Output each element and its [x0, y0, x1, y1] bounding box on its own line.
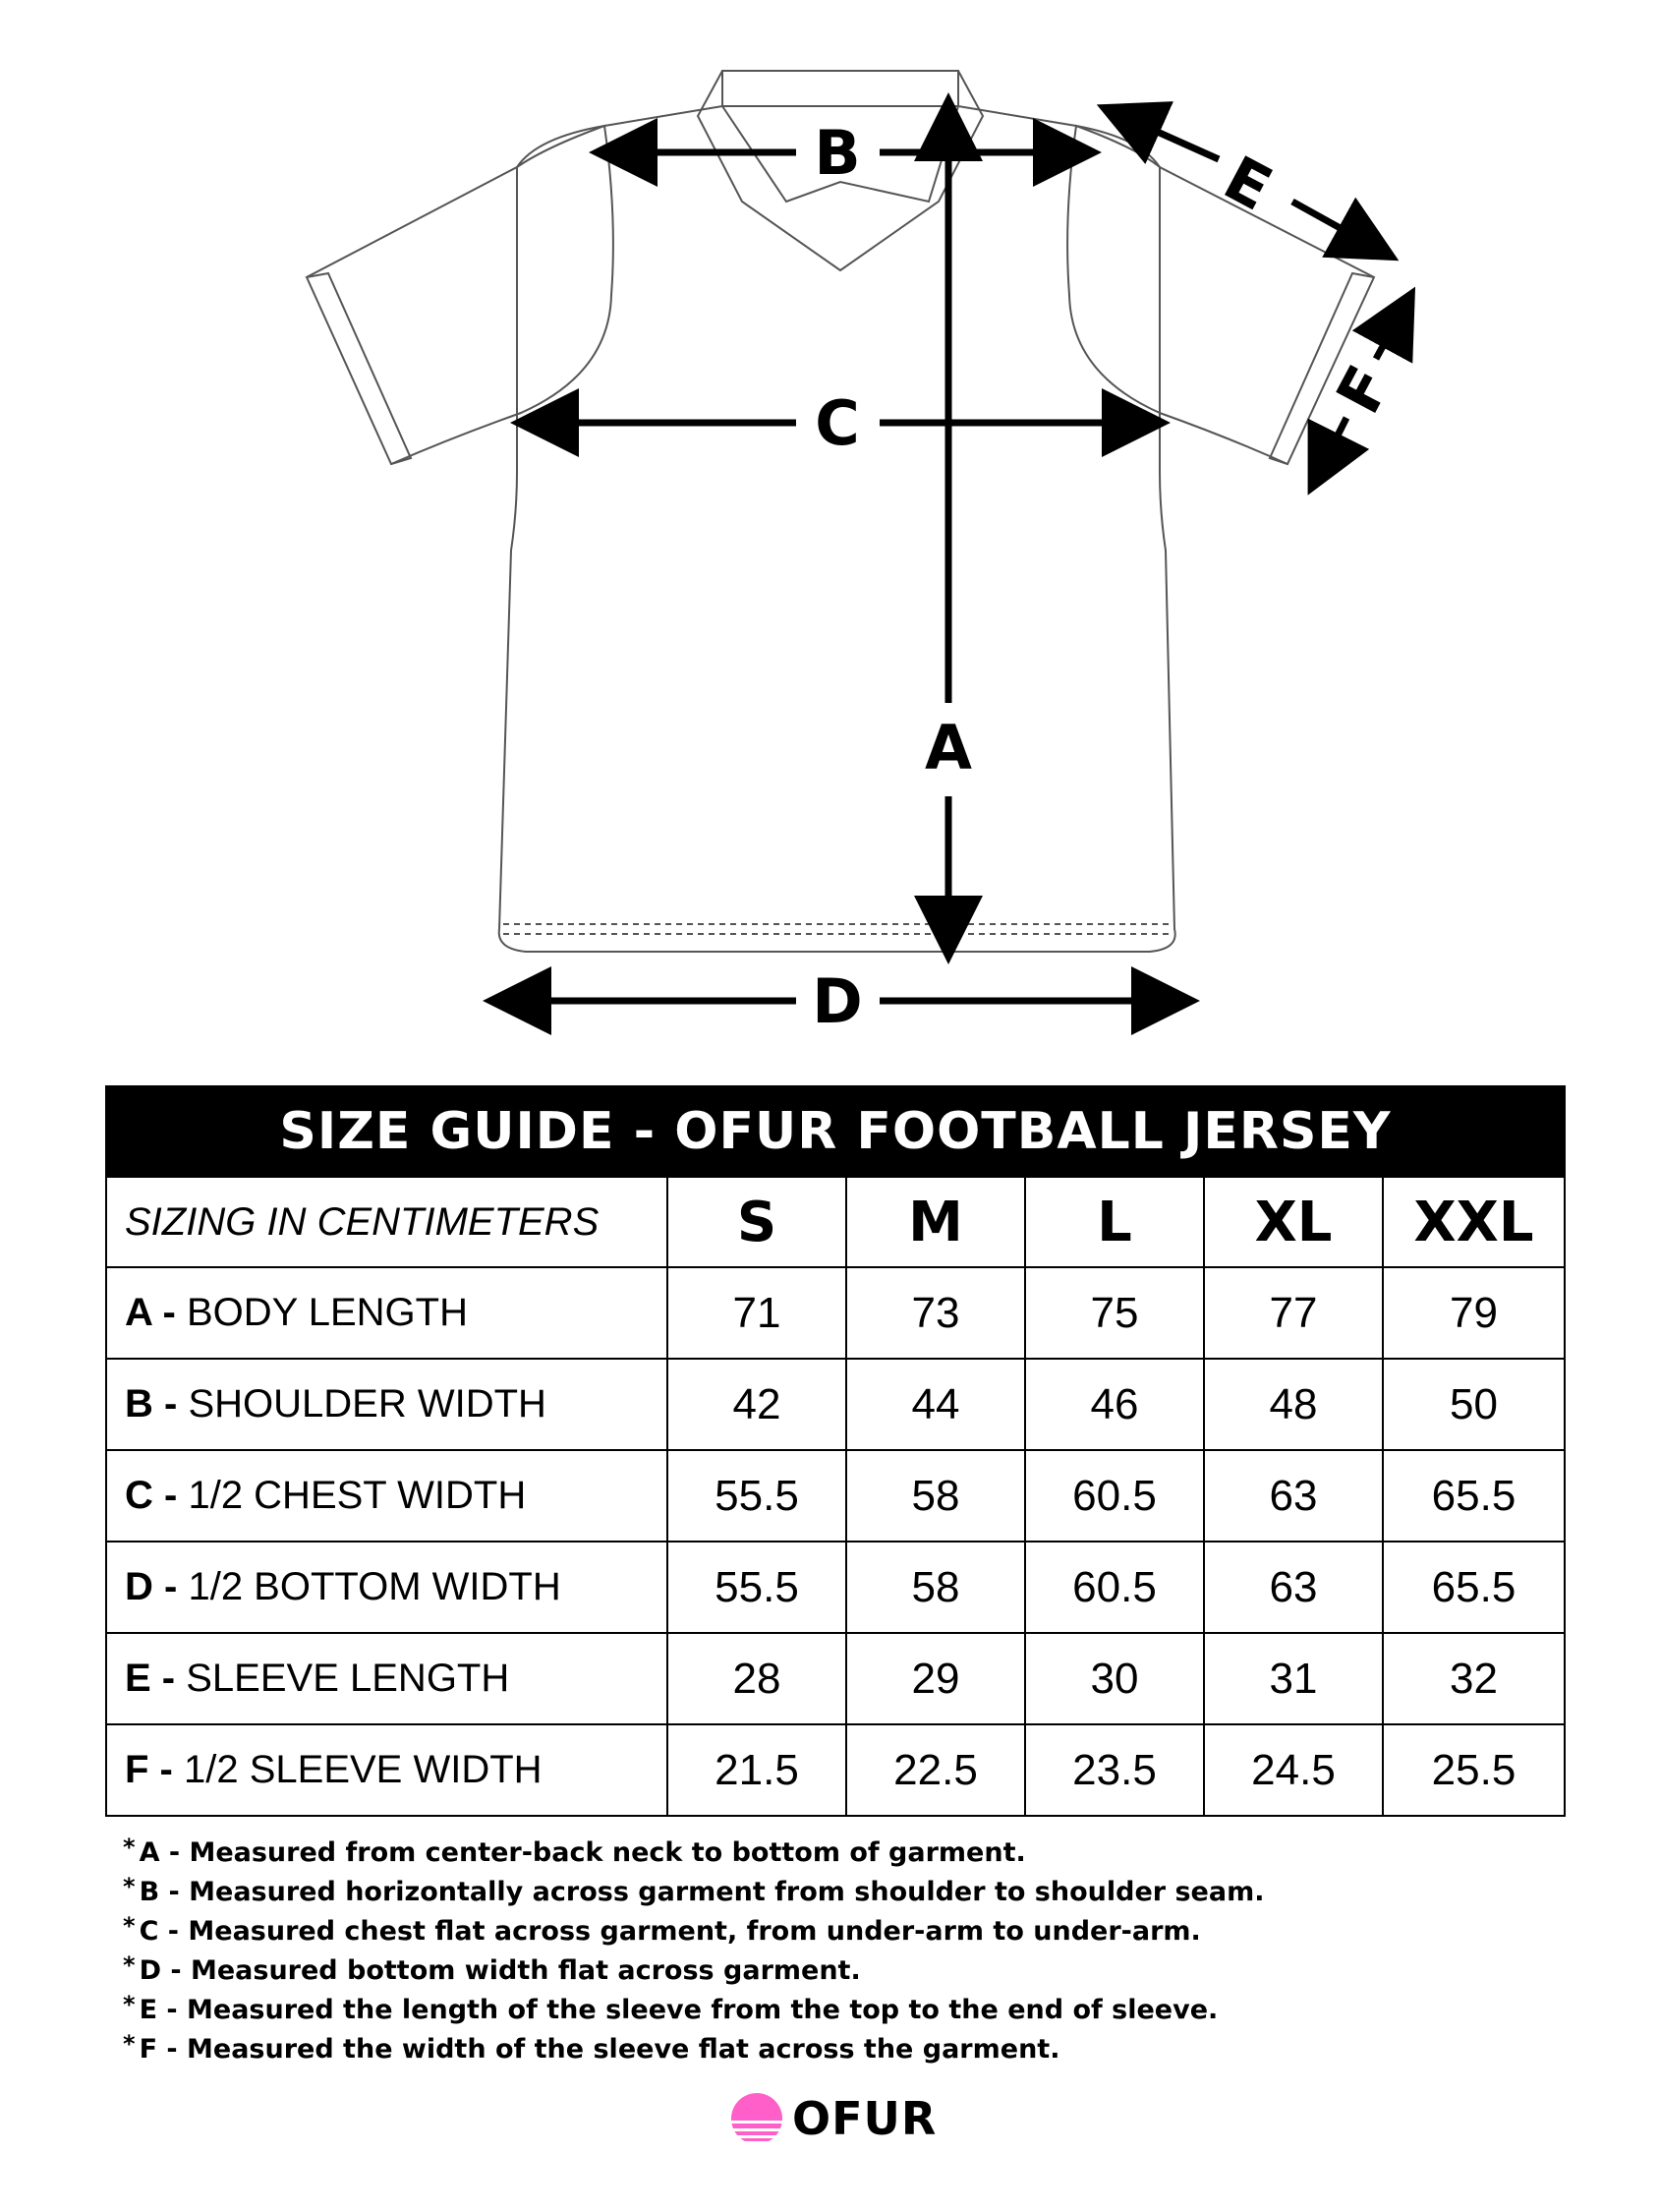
- row-key: D -: [125, 1565, 178, 1608]
- row-label: [106, 1267, 667, 1359]
- table-cell: 23.5: [1025, 1724, 1204, 1816]
- table-cell: 32: [1383, 1633, 1565, 1724]
- size-header-xxl: XXL: [1383, 1177, 1565, 1267]
- brand-logo: [729, 2089, 937, 2148]
- measurement-labels: [812, 117, 1404, 1037]
- note-item: [123, 1949, 1499, 1988]
- table-cell: 63: [1204, 1450, 1383, 1542]
- table-row: [106, 1724, 1565, 1816]
- table-cell: 65.5: [1383, 1450, 1565, 1542]
- units-label: SIZING IN CENTIMETERS: [106, 1177, 667, 1267]
- table-row: [106, 1633, 1565, 1724]
- note-star: *: [123, 1834, 136, 1861]
- row-label-text: SHOULDER WIDTH: [188, 1382, 546, 1426]
- measurement-notes: [123, 1831, 1499, 2066]
- note-star: *: [123, 2030, 136, 2058]
- table-cell: 55.5: [667, 1542, 846, 1633]
- note-star: *: [123, 1873, 136, 1900]
- brand-name: OFUR: [792, 2092, 938, 2145]
- right-sleeve-outline: [1067, 126, 1374, 464]
- size-header-s: S: [667, 1177, 846, 1267]
- arrow-e-lower: [1292, 202, 1381, 251]
- table-row: [106, 1542, 1565, 1633]
- table-cell: 42: [667, 1359, 846, 1450]
- table-row: [106, 1359, 1565, 1450]
- row-key: A -: [125, 1291, 176, 1334]
- table-row: [106, 1450, 1565, 1542]
- size-header-xl: XL: [1204, 1177, 1383, 1267]
- row-label-text: 1/2 CHEST WIDTH: [188, 1474, 527, 1517]
- table-cell: 63: [1204, 1542, 1383, 1633]
- note-text: F - Measured the width of the sleeve flat across the garment.: [139, 2034, 1060, 2065]
- row-label-text: 1/2 SLEEVE WIDTH: [184, 1748, 543, 1791]
- row-label-text: 1/2 BOTTOM WIDTH: [188, 1565, 561, 1608]
- jersey-diagram: [0, 0, 1659, 1072]
- label-b: B: [814, 117, 861, 189]
- row-label: [106, 1633, 667, 1724]
- table-title: SIZE GUIDE - OFUR FOOTBALL JERSEY: [106, 1086, 1565, 1177]
- table-cell: 30: [1025, 1633, 1204, 1724]
- note-item: [123, 1831, 1499, 1870]
- note-star: *: [123, 1991, 136, 2018]
- table-cell: 28: [667, 1633, 846, 1724]
- note-item: [123, 1909, 1499, 1949]
- arrow-f-lower: [1317, 418, 1346, 477]
- table-cell: 50: [1383, 1359, 1565, 1450]
- size-header-l: L: [1025, 1177, 1204, 1267]
- table-cell: 48: [1204, 1359, 1383, 1450]
- row-label-text: SLEEVE LENGTH: [186, 1657, 510, 1700]
- left-sleeve-cuff: [307, 273, 411, 464]
- label-a: A: [925, 712, 972, 784]
- table-cell: 24.5: [1204, 1724, 1383, 1816]
- table-cell: 79: [1383, 1267, 1565, 1359]
- note-item: [123, 1988, 1499, 2027]
- table-cell: 58: [846, 1542, 1025, 1633]
- table-row: [106, 1267, 1565, 1359]
- table-cell: 25.5: [1383, 1724, 1565, 1816]
- note-text: E - Measured the length of the sleeve from the top to the end of sleeve.: [139, 1995, 1219, 2025]
- table-cell: 21.5: [667, 1724, 846, 1816]
- size-guide-table: [105, 1085, 1566, 1817]
- row-key: C -: [125, 1474, 178, 1517]
- table-cell: 22.5: [846, 1724, 1025, 1816]
- table-cell: 75: [1025, 1267, 1204, 1359]
- jersey-body-outline: [499, 106, 1175, 952]
- row-label: [106, 1724, 667, 1816]
- row-label: [106, 1542, 667, 1633]
- row-key: B -: [125, 1382, 178, 1426]
- left-sleeve-outline: [307, 126, 613, 464]
- row-key: E -: [125, 1657, 176, 1700]
- table-cell: 46: [1025, 1359, 1204, 1450]
- measurement-arrows: [503, 113, 1405, 1001]
- note-text: A - Measured from center-back neck to bottom of garment.: [139, 1837, 1026, 1868]
- row-key: F -: [125, 1748, 173, 1791]
- table-header-row: [106, 1177, 1565, 1267]
- table-cell: 58: [846, 1450, 1025, 1542]
- sunset-logo-icon: [729, 2091, 784, 2146]
- table-cell: 77: [1204, 1267, 1383, 1359]
- label-c: C: [815, 387, 860, 459]
- table-cell: 31: [1204, 1633, 1383, 1724]
- table-cell: 73: [846, 1267, 1025, 1359]
- table-cell: 29: [846, 1633, 1025, 1724]
- table-cell: 44: [846, 1359, 1025, 1450]
- table-cell: 60.5: [1025, 1542, 1204, 1633]
- note-item: [123, 1870, 1499, 1909]
- note-text: D - Measured bottom width flat across garment.: [139, 1955, 861, 1986]
- size-header-m: M: [846, 1177, 1025, 1267]
- arrow-f-upper: [1376, 305, 1405, 359]
- note-item: [123, 2027, 1499, 2066]
- note-text: C - Measured chest flat across garment, from under-arm to under-arm.: [139, 1916, 1201, 1947]
- table-cell: 55.5: [667, 1450, 846, 1542]
- note-text: B - Measured horizontally across garment from shoulder to shoulder seam.: [139, 1877, 1265, 1907]
- table-cell: 60.5: [1025, 1450, 1204, 1542]
- table-cell: 65.5: [1383, 1542, 1565, 1633]
- label-e: E: [1212, 142, 1284, 225]
- note-star: *: [123, 1951, 136, 1979]
- label-f: F: [1322, 354, 1405, 426]
- arrow-e-upper: [1116, 113, 1219, 159]
- note-star: *: [123, 1912, 136, 1940]
- row-label-text: BODY LENGTH: [186, 1291, 468, 1334]
- label-d: D: [812, 965, 863, 1037]
- row-label: [106, 1450, 667, 1542]
- table-cell: 71: [667, 1267, 846, 1359]
- row-label: [106, 1359, 667, 1450]
